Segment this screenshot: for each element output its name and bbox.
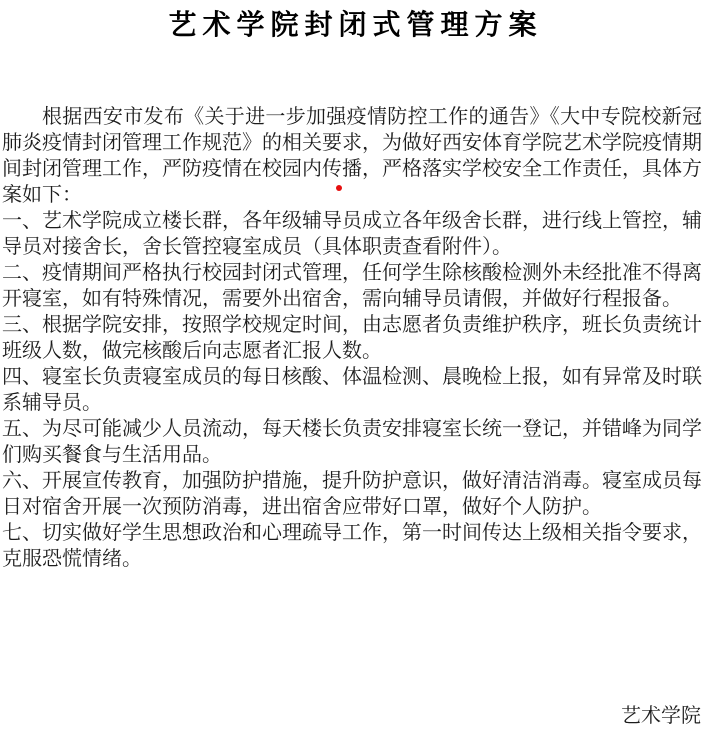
list-item-5: 五、为尽可能减少人员流动，每天楼长负责安排寝室长统一登记，并错峰为同学们购买餐食与生活用品。 (2, 418, 702, 466)
intro-paragraph: 根据西安市发布《关于进一步加强疫情防控工作的通告》《大中专院校新冠肺炎疫情封闭管理工作规范》的相关要求，为做好西安体育学院艺术学院疫情期间封闭管理工作，严防疫情在校园内传播，严格落实学校安全工作责任，具体方案如下： (2, 106, 702, 206)
signature: 艺术学院 (621, 705, 701, 727)
list-item-1: 一、艺术学院成立楼长群，各年级辅导员成立各年级舍长群，进行线上管控，辅导员对接舍长，舍长管控寝室成员（具体职责查看附件）。 (2, 210, 702, 258)
list-item-3: 三、根据学院安排，按照学校规定时间，由志愿者负责维护秩序，班长负责统计班级人数，做完核酸后向志愿者汇报人数。 (2, 314, 702, 362)
list-item-4: 四、寝室长负责寝室成员的每日核酸、体温检测、晨晚检上报，如有异常及时联系辅导员。 (2, 366, 702, 414)
red-dot-marker (336, 185, 342, 191)
list-item-2: 二、疫情期间严格执行校园封闭式管理，任何学生除核酸检测外未经批准不得离开寝室，如有特殊情况，需要外出宿舍，需向辅导员请假，并做好行程报备。 (2, 262, 702, 310)
list-item-6: 六、开展宣传教育，加强防护措施，提升防护意识，做好清洁消毒。寝室成员每日对宿舍开展一次预防消毒，进出宿舍应带好口罩，做好个人防护。 (2, 470, 702, 518)
list-item-7: 七、切实做好学生思想政治和心理疏导工作，第一时间传达上级相关指令要求，克服恐慌情绪。 (2, 522, 702, 570)
document-body (2, 104, 702, 572)
document-title: 艺术学院封闭式管理方案 (168, 10, 543, 41)
